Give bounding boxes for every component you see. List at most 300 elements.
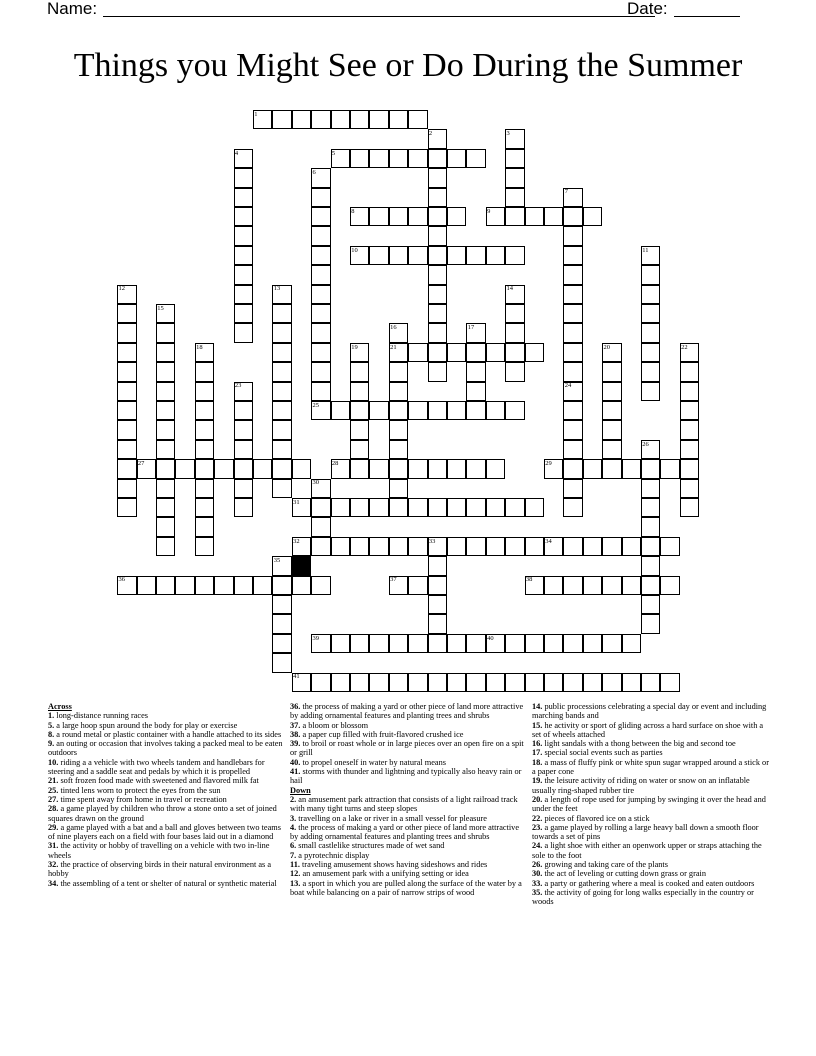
grid-cell[interactable]	[447, 343, 466, 362]
grid-cell[interactable]	[583, 634, 602, 653]
grid-cell[interactable]	[137, 576, 156, 595]
grid-cell[interactable]	[156, 343, 175, 362]
grid-cell[interactable]	[214, 576, 233, 595]
grid-cell[interactable]	[466, 382, 485, 401]
grid-cell[interactable]	[389, 149, 408, 168]
grid-cell[interactable]	[525, 537, 544, 556]
grid-cell[interactable]	[447, 673, 466, 692]
grid-cell[interactable]	[117, 498, 136, 517]
grid-cell[interactable]	[583, 459, 602, 478]
grid-cell[interactable]	[350, 459, 369, 478]
grid-cell[interactable]	[486, 537, 505, 556]
grid-cell[interactable]	[156, 420, 175, 439]
grid-cell[interactable]	[272, 459, 291, 478]
grid-cell[interactable]	[214, 459, 233, 478]
grid-cell[interactable]	[311, 576, 330, 595]
grid-cell[interactable]	[505, 188, 524, 207]
grid-cell[interactable]	[602, 420, 621, 439]
grid-cell[interactable]	[156, 459, 175, 478]
grid-cell[interactable]	[350, 110, 369, 129]
grid-cell[interactable]	[505, 149, 524, 168]
grid-cell[interactable]	[195, 479, 214, 498]
grid-cell[interactable]	[331, 401, 350, 420]
grid-cell[interactable]	[234, 168, 253, 187]
grid-cell[interactable]	[505, 207, 524, 226]
grid-cell[interactable]	[389, 634, 408, 653]
clue	[48, 758, 284, 777]
grid-cell[interactable]	[408, 207, 427, 226]
grid-cell[interactable]	[234, 207, 253, 226]
grid-cell[interactable]	[350, 673, 369, 692]
grid-cell[interactable]	[563, 440, 582, 459]
grid-cell[interactable]	[505, 537, 524, 556]
grid-cell[interactable]	[195, 517, 214, 536]
grid-cell[interactable]	[563, 343, 582, 362]
grid-cell[interactable]	[466, 498, 485, 517]
grid-cell[interactable]	[311, 517, 330, 536]
grid-cell[interactable]	[234, 401, 253, 420]
grid-cell[interactable]	[641, 537, 660, 556]
grid-cell[interactable]	[234, 479, 253, 498]
grid-cell[interactable]	[622, 673, 641, 692]
grid-cell[interactable]	[428, 556, 447, 575]
grid-cell[interactable]	[408, 401, 427, 420]
grid-cell[interactable]	[525, 673, 544, 692]
grid-cell[interactable]	[272, 304, 291, 323]
grid-cell[interactable]	[272, 479, 291, 498]
grid-cell[interactable]	[641, 459, 660, 478]
grid-cell[interactable]	[622, 537, 641, 556]
grid-cell[interactable]	[272, 362, 291, 381]
grid-cell[interactable]	[563, 246, 582, 265]
grid-cell[interactable]	[563, 265, 582, 284]
grid-cell[interactable]	[175, 459, 194, 478]
grid-cell[interactable]	[525, 634, 544, 653]
grid-cell[interactable]	[350, 382, 369, 401]
grid-cell[interactable]	[117, 362, 136, 381]
grid-cell[interactable]	[428, 304, 447, 323]
grid-cell[interactable]	[408, 459, 427, 478]
grid-cell[interactable]	[408, 576, 427, 595]
grid-cell[interactable]	[331, 673, 350, 692]
grid-cell[interactable]	[563, 401, 582, 420]
grid-cell[interactable]	[680, 382, 699, 401]
grid-cell[interactable]	[563, 207, 582, 226]
grid-cell[interactable]	[272, 653, 291, 672]
grid-cell[interactable]	[428, 188, 447, 207]
grid-cell[interactable]	[350, 440, 369, 459]
grid-cell[interactable]	[680, 440, 699, 459]
grid-cell[interactable]	[311, 362, 330, 381]
grid-cell[interactable]	[156, 382, 175, 401]
grid-cell[interactable]	[466, 537, 485, 556]
grid-cell[interactable]	[428, 576, 447, 595]
grid-cell[interactable]	[369, 537, 388, 556]
grid-number: 11	[642, 246, 649, 254]
grid-cell[interactable]	[272, 634, 291, 653]
grid-cell[interactable]	[408, 149, 427, 168]
grid-cell[interactable]	[525, 207, 544, 226]
grid-cell[interactable]	[680, 479, 699, 498]
grid-cell[interactable]	[447, 149, 466, 168]
grid-cell[interactable]	[428, 149, 447, 168]
grid-cell[interactable]	[505, 304, 524, 323]
grid-cell[interactable]	[486, 246, 505, 265]
clue-text: an amusement park attraction that consists of a light railroad track with many tight turns and steep slopes	[290, 794, 518, 814]
grid-cell[interactable]	[466, 634, 485, 653]
grid-cell[interactable]	[195, 420, 214, 439]
grid-cell[interactable]	[408, 673, 427, 692]
grid-cell[interactable]	[311, 673, 330, 692]
grid-cell[interactable]	[563, 362, 582, 381]
grid-cell[interactable]	[389, 479, 408, 498]
grid-cell[interactable]	[563, 498, 582, 517]
grid-cell[interactable]	[156, 401, 175, 420]
grid-cell[interactable]	[505, 634, 524, 653]
grid-cell[interactable]	[408, 634, 427, 653]
grid-cell[interactable]	[350, 362, 369, 381]
grid-cell[interactable]	[602, 362, 621, 381]
grid-cell[interactable]	[505, 246, 524, 265]
grid-cell[interactable]	[428, 207, 447, 226]
clue	[290, 767, 526, 786]
grid-cell[interactable]	[389, 459, 408, 478]
grid-cell[interactable]	[680, 420, 699, 439]
grid-cell[interactable]	[369, 459, 388, 478]
grid-cell[interactable]	[602, 401, 621, 420]
grid-cell[interactable]	[408, 110, 427, 129]
grid-cell[interactable]	[156, 517, 175, 536]
grid-cell[interactable]	[505, 362, 524, 381]
grid-cell[interactable]	[602, 576, 621, 595]
grid-cell[interactable]	[253, 459, 272, 478]
grid-cell[interactable]	[117, 479, 136, 498]
grid-cell[interactable]	[195, 440, 214, 459]
grid-cell[interactable]	[117, 343, 136, 362]
grid-cell[interactable]	[602, 459, 621, 478]
grid-cell[interactable]	[428, 226, 447, 245]
grid-cell[interactable]	[641, 285, 660, 304]
grid-cell[interactable]	[466, 401, 485, 420]
grid-cell[interactable]	[660, 673, 679, 692]
grid-cell[interactable]	[389, 110, 408, 129]
grid-cell[interactable]	[505, 343, 524, 362]
grid-cell[interactable]	[389, 440, 408, 459]
grid-cell[interactable]	[505, 168, 524, 187]
grid-cell[interactable]	[117, 420, 136, 439]
grid-cell[interactable]	[660, 576, 679, 595]
grid-cell[interactable]	[234, 188, 253, 207]
grid-cell[interactable]	[466, 246, 485, 265]
grid-cell[interactable]	[544, 634, 563, 653]
grid-cell[interactable]	[563, 226, 582, 245]
grid-cell[interactable]	[563, 673, 582, 692]
grid-cell[interactable]	[641, 479, 660, 498]
grid-cell[interactable]	[428, 673, 447, 692]
grid-cell[interactable]	[234, 226, 253, 245]
grid-cell[interactable]	[583, 673, 602, 692]
grid-cell[interactable]	[117, 323, 136, 342]
grid-cell[interactable]	[486, 673, 505, 692]
grid-cell[interactable]	[544, 207, 563, 226]
grid-cell[interactable]	[369, 401, 388, 420]
grid-cell[interactable]	[505, 323, 524, 342]
grid-cell[interactable]	[466, 343, 485, 362]
grid-cell[interactable]	[350, 634, 369, 653]
grid-cell[interactable]	[544, 576, 563, 595]
grid-cell[interactable]	[428, 634, 447, 653]
grid-cell[interactable]	[272, 440, 291, 459]
grid-cell[interactable]	[350, 498, 369, 517]
grid-cell[interactable]	[680, 401, 699, 420]
grid-cell[interactable]	[156, 498, 175, 517]
grid-cell[interactable]	[369, 246, 388, 265]
grid-cell[interactable]	[428, 401, 447, 420]
grid-cell[interactable]	[389, 382, 408, 401]
grid-cell[interactable]	[486, 343, 505, 362]
grid-cell[interactable]	[641, 576, 660, 595]
grid-cell[interactable]	[195, 459, 214, 478]
grid-cell[interactable]	[311, 226, 330, 245]
grid-cell[interactable]	[156, 479, 175, 498]
grid-number: 28	[331, 460, 339, 467]
grid-cell[interactable]	[389, 673, 408, 692]
grid-cell[interactable]	[563, 537, 582, 556]
grid-cell[interactable]	[602, 537, 621, 556]
grid-cell[interactable]	[641, 595, 660, 614]
grid-cell[interactable]	[563, 576, 582, 595]
grid-cell[interactable]	[641, 362, 660, 381]
grid-cell[interactable]	[234, 440, 253, 459]
grid-cell[interactable]	[272, 110, 291, 129]
grid-cell[interactable]	[428, 265, 447, 284]
grid-cell[interactable]	[428, 614, 447, 633]
grid-cell[interactable]	[369, 207, 388, 226]
grid-cell[interactable]	[622, 634, 641, 653]
grid-cell[interactable]	[117, 401, 136, 420]
grid-cell[interactable]	[311, 323, 330, 342]
grid-cell[interactable]	[311, 285, 330, 304]
grid-cell[interactable]	[331, 537, 350, 556]
grid-cell[interactable]	[641, 517, 660, 536]
grid-cell[interactable]	[195, 537, 214, 556]
grid-cell[interactable]	[583, 537, 602, 556]
grid-cell[interactable]	[195, 498, 214, 517]
grid-cell[interactable]	[641, 343, 660, 362]
grid-cell[interactable]	[641, 382, 660, 401]
grid-cell[interactable]	[428, 246, 447, 265]
grid-cell[interactable]	[525, 343, 544, 362]
grid-cell[interactable]	[117, 382, 136, 401]
grid-cell[interactable]	[641, 556, 660, 575]
grid-cell[interactable]	[486, 459, 505, 478]
grid-cell[interactable]	[369, 110, 388, 129]
grid-cell[interactable]	[272, 614, 291, 633]
grid-cell[interactable]	[602, 634, 621, 653]
grid-cell[interactable]	[505, 498, 524, 517]
grid-cell[interactable]	[272, 323, 291, 342]
grid-cell[interactable]	[563, 634, 582, 653]
grid-cell[interactable]	[117, 459, 136, 478]
grid-cell[interactable]	[369, 149, 388, 168]
grid-cell[interactable]	[428, 595, 447, 614]
grid-cell[interactable]	[505, 673, 524, 692]
grid-cell[interactable]	[622, 576, 641, 595]
grid-cell[interactable]	[234, 459, 253, 478]
grid-cell[interactable]	[602, 382, 621, 401]
grid-cell[interactable]	[466, 149, 485, 168]
grid-cell[interactable]	[641, 323, 660, 342]
grid-cell[interactable]	[117, 304, 136, 323]
grid-cell[interactable]	[602, 440, 621, 459]
grid-cell[interactable]	[331, 634, 350, 653]
grid-cell[interactable]	[389, 401, 408, 420]
grid-cell[interactable]	[680, 498, 699, 517]
grid-cell[interactable]	[253, 576, 272, 595]
grid-cell[interactable]	[563, 304, 582, 323]
grid-cell[interactable]	[447, 498, 466, 517]
grid-cell[interactable]	[350, 537, 369, 556]
grid-cell[interactable]	[369, 634, 388, 653]
grid-cell[interactable]	[447, 207, 466, 226]
grid-cell[interactable]	[466, 459, 485, 478]
grid-cell[interactable]	[466, 362, 485, 381]
grid-cell[interactable]	[408, 246, 427, 265]
grid-cell[interactable]	[234, 265, 253, 284]
grid-cell[interactable]	[466, 673, 485, 692]
grid-cell[interactable]	[486, 498, 505, 517]
clue-number: 37.	[290, 720, 301, 730]
grid-cell[interactable]	[272, 401, 291, 420]
grid-cell[interactable]	[660, 459, 679, 478]
grid-cell[interactable]	[272, 595, 291, 614]
grid-cell[interactable]	[680, 362, 699, 381]
grid-cell[interactable]	[447, 634, 466, 653]
grid-cell[interactable]	[292, 576, 311, 595]
grid-cell[interactable]	[660, 537, 679, 556]
grid-cell[interactable]	[563, 285, 582, 304]
grid-cell[interactable]	[272, 343, 291, 362]
grid-cell[interactable]	[525, 498, 544, 517]
grid-cell[interactable]	[311, 304, 330, 323]
grid-cell[interactable]	[428, 498, 447, 517]
grid-cell[interactable]	[350, 401, 369, 420]
grid-cell[interactable]	[195, 576, 214, 595]
grid-cell[interactable]	[272, 420, 291, 439]
grid-cell[interactable]	[195, 362, 214, 381]
grid-cell[interactable]	[234, 420, 253, 439]
grid-cell[interactable]	[583, 576, 602, 595]
grid-cell[interactable]	[117, 440, 136, 459]
grid-cell[interactable]	[311, 110, 330, 129]
grid-cell[interactable]	[272, 576, 291, 595]
grid-cell[interactable]	[428, 343, 447, 362]
grid-cell[interactable]	[486, 401, 505, 420]
grid-cell[interactable]	[234, 576, 253, 595]
grid-cell[interactable]	[389, 498, 408, 517]
grid-cell[interactable]	[234, 304, 253, 323]
grid-cell[interactable]	[369, 498, 388, 517]
grid-cell[interactable]	[622, 459, 641, 478]
grid-cell[interactable]	[311, 537, 330, 556]
grid-cell[interactable]	[389, 420, 408, 439]
grid-cell[interactable]	[311, 382, 330, 401]
grid-cell[interactable]	[641, 265, 660, 284]
grid-cell[interactable]	[234, 498, 253, 517]
grid-cell[interactable]	[311, 188, 330, 207]
grid-cell[interactable]	[563, 420, 582, 439]
grid-cell[interactable]	[331, 498, 350, 517]
grid-cell[interactable]	[156, 323, 175, 342]
grid-cell[interactable]	[389, 207, 408, 226]
grid-cell[interactable]	[292, 110, 311, 129]
grid-cell[interactable]	[641, 614, 660, 633]
grid-cell[interactable]	[156, 362, 175, 381]
grid-cell[interactable]	[175, 576, 194, 595]
grid-cell[interactable]	[234, 323, 253, 342]
grid-cell[interactable]	[350, 149, 369, 168]
grid-cell[interactable]	[350, 420, 369, 439]
grid-cell[interactable]	[234, 246, 253, 265]
grid-cell[interactable]	[563, 459, 582, 478]
grid-cell[interactable]	[234, 285, 253, 304]
grid-cell[interactable]	[505, 401, 524, 420]
grid-cell[interactable]	[428, 459, 447, 478]
grid-cell[interactable]	[311, 265, 330, 284]
grid-cell[interactable]	[680, 459, 699, 478]
grid-cell[interactable]	[195, 382, 214, 401]
grid-cell[interactable]	[602, 673, 621, 692]
grid-cell[interactable]	[156, 576, 175, 595]
grid-cell[interactable]	[156, 440, 175, 459]
grid-cell[interactable]	[408, 537, 427, 556]
grid-cell[interactable]	[311, 498, 330, 517]
grid-cell[interactable]	[563, 479, 582, 498]
grid-cell[interactable]	[641, 673, 660, 692]
grid-cell[interactable]	[331, 110, 350, 129]
grid-cell[interactable]	[389, 537, 408, 556]
grid-cell[interactable]	[311, 246, 330, 265]
clue	[532, 748, 772, 757]
grid-cell[interactable]	[389, 362, 408, 381]
grid-cell[interactable]	[311, 343, 330, 362]
grid-cell[interactable]	[447, 459, 466, 478]
grid-cell[interactable]	[447, 401, 466, 420]
grid-cell[interactable]	[447, 246, 466, 265]
grid-cell[interactable]	[156, 537, 175, 556]
grid-cell[interactable]	[544, 673, 563, 692]
grid-cell[interactable]	[389, 246, 408, 265]
grid-cell[interactable]	[563, 323, 582, 342]
grid-cell[interactable]	[195, 401, 214, 420]
grid-cell[interactable]	[408, 498, 427, 517]
grid-cell[interactable]	[428, 168, 447, 187]
grid-cell[interactable]	[311, 207, 330, 226]
clue-text: a game played by rolling a large heavy ball down a smooth floor towards a set of pins	[532, 822, 759, 842]
grid-cell[interactable]	[447, 537, 466, 556]
grid-cell[interactable]	[272, 382, 291, 401]
grid-cell[interactable]	[428, 323, 447, 342]
grid-cell[interactable]	[428, 285, 447, 304]
grid-cell[interactable]	[641, 304, 660, 323]
grid-cell[interactable]	[408, 343, 427, 362]
grid-cell[interactable]	[292, 459, 311, 478]
clue-text: the activity of going for long walks especially in the country or woods	[532, 887, 754, 907]
grid-cell[interactable]	[369, 673, 388, 692]
grid-cell[interactable]	[428, 362, 447, 381]
grid-cell[interactable]	[641, 498, 660, 517]
grid-cell[interactable]	[583, 207, 602, 226]
